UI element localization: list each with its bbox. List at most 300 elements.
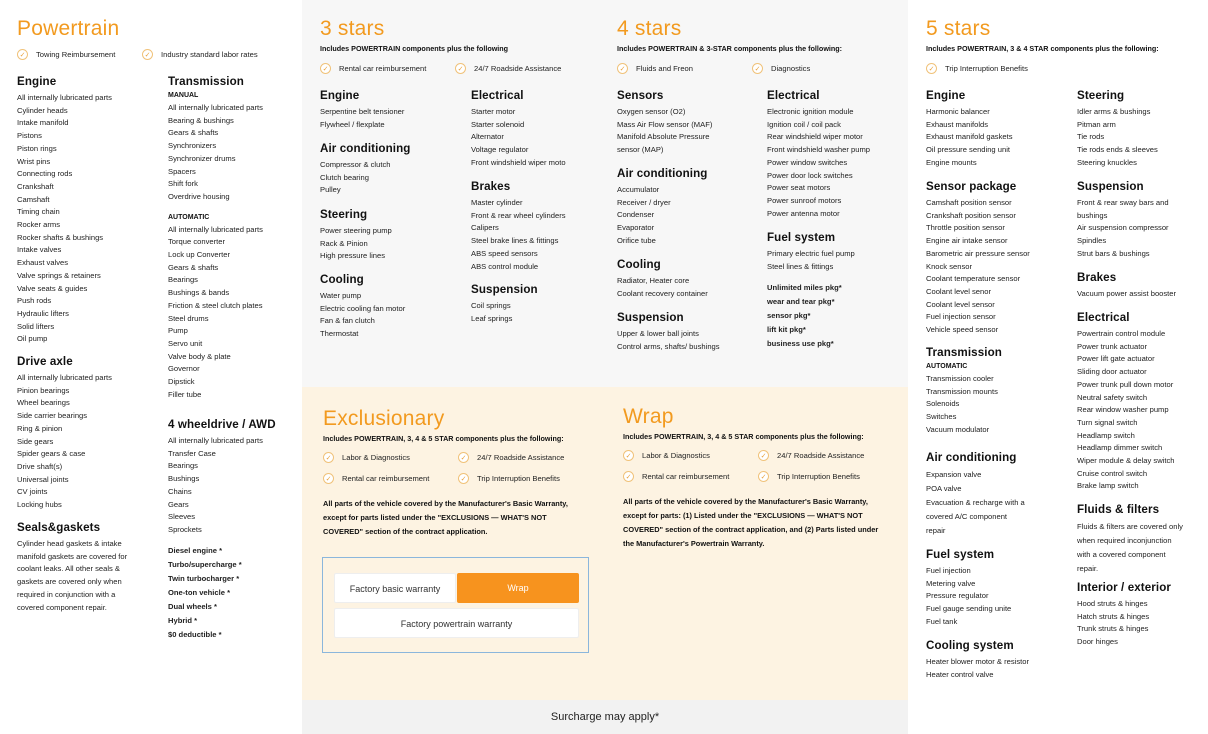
list-item: Heater blower motor & resistor — [926, 657, 1029, 666]
list-item: Rear window washer pump — [1077, 405, 1169, 415]
section-title: Air conditioning — [926, 451, 1017, 464]
list-item: Evacuation & recharge with a — [926, 498, 1025, 507]
factory-basic-warranty-button[interactable]: Factory basic warranty — [334, 573, 456, 603]
five-sensor-section — [926, 180, 1030, 337]
item-list — [320, 290, 405, 341]
item-list — [471, 106, 566, 170]
list-item: Trunk struts & hinges — [1077, 624, 1149, 634]
list-item: Camshaft position sensor — [926, 198, 1012, 207]
section-title: Sensors — [617, 89, 664, 102]
list-item: covered A/C component — [926, 512, 1008, 521]
list-item: Exhaust manifolds — [926, 119, 989, 129]
list-item: Synchronizer drums — [168, 153, 236, 163]
check-icon: ✓ — [623, 471, 634, 482]
four-bullet: ✓ Fluids and Freon — [617, 63, 693, 74]
exclusionary-text: All parts of the vehicle covered by the Manufacturer's Basic Warranty, except for parts listed under the "EXCLUSIONS — WHAT'S NOT COVERED" section of the contract application. — [323, 499, 568, 536]
section-title: Drive axle — [17, 355, 73, 368]
wrap-bullet: ✓ Labor & Diagnostics — [623, 450, 710, 461]
item-list — [617, 328, 720, 353]
list-item: Bushings & bands — [168, 288, 230, 298]
list-item: Bearing & bushings — [168, 115, 234, 125]
list-item: Side carrier bearings — [17, 411, 88, 421]
list-item: Tie rods ends & sleeves — [1077, 145, 1158, 155]
list-item: Power lift gate actuator — [1077, 354, 1155, 364]
list-item: Throttle position sensor — [926, 223, 1005, 233]
wrap-subtitle: Includes POWERTRAIN, 3, 4 & 5 STAR components plus the following: — [623, 432, 864, 441]
list-item: Headlamp dimmer switch — [1077, 443, 1163, 453]
item-list — [1077, 520, 1183, 576]
section-title: Seals&gaskets — [17, 521, 101, 534]
item-list — [320, 159, 410, 197]
list-item: All internally lubricated parts — [168, 224, 263, 234]
list-item: Pistons — [17, 131, 42, 141]
list-item: sensor (MAP) — [617, 145, 664, 155]
list-item: Power sunroof motors — [767, 195, 842, 205]
five-steering-section — [1077, 89, 1158, 170]
list-item: Intake manifold — [17, 118, 69, 128]
list-item: Sleeves — [168, 512, 196, 522]
item-list — [1077, 328, 1175, 493]
check-icon: ✓ — [623, 450, 634, 461]
five-brakes-section — [1077, 271, 1176, 301]
list-item: Hydraulic lifters — [17, 308, 69, 318]
list-item: Solid lifters — [17, 321, 55, 331]
list-item: Receiver / dryer — [617, 197, 671, 207]
section-title: Cooling — [320, 273, 364, 286]
list-item: Cruise control switch — [1077, 468, 1148, 478]
four-bullet: ✓ Diagnostics — [752, 63, 810, 74]
list-item: when required inconjunction — [1077, 536, 1172, 545]
list-item: Vacuum power assist booster — [1077, 289, 1177, 298]
list-item: Wiper module & delay switch — [1077, 456, 1175, 466]
item-list — [168, 435, 276, 537]
list-item: Ignition coil / coil pack — [767, 119, 841, 129]
three-bullet: ✓ 24/7 Roadside Assistance — [455, 63, 561, 74]
wrap-title: Wrap — [623, 405, 674, 428]
list-item: Cylinder heads — [17, 105, 68, 115]
list-item: Steel brake lines & fittings — [471, 236, 559, 246]
section-title: Steering — [1077, 89, 1125, 102]
list-item: Starter solenoid — [471, 119, 525, 129]
list-item: Rack & Pinion — [320, 238, 368, 248]
list-item: Power trunk actuator — [1077, 341, 1148, 351]
section-title: Fluids & filters — [1077, 503, 1160, 516]
list-item: Rocker shafts & bushings — [17, 232, 104, 242]
list-item: Crankshaft — [17, 181, 54, 191]
check-icon: ✓ — [758, 471, 769, 482]
awd-section — [168, 418, 276, 537]
item-list — [926, 565, 1011, 629]
list-item: Coil springs — [471, 301, 511, 310]
list-item: Dual wheels * — [168, 602, 217, 611]
list-item: Spindles — [1077, 236, 1107, 246]
engine-section — [17, 75, 112, 346]
list-item: Heater control valve — [926, 669, 994, 679]
list-item: Gears — [168, 499, 189, 509]
list-item: Coolant level sensor — [926, 299, 995, 309]
list-item: Pulley — [320, 185, 341, 195]
list-item: Power seat motors — [767, 183, 831, 193]
list-item: Power door lock switches — [767, 170, 853, 180]
list-item: Engine mounts — [926, 157, 977, 167]
wrap-bullet: ✓ Rental car reimbursement — [623, 471, 729, 482]
section-title: Electrical — [767, 89, 820, 102]
powertrain-bullet: ✓ Towing Reimbursement — [17, 49, 115, 60]
list-item: Compressor & clutch — [320, 160, 391, 169]
section-title: Interior / exterior — [1077, 581, 1172, 594]
list-item: Mass Air Flow sensor (MAF) — [617, 119, 713, 129]
list-item: Front windshield wiper moto — [471, 157, 566, 167]
list-item: All internally lubricated parts — [17, 373, 112, 382]
list-item: Transmission mounts — [926, 386, 998, 396]
list-item: Gears & shafts — [168, 262, 219, 272]
section-title: Transmission — [926, 346, 1002, 359]
exclusionary-bullet: ✓ Rental car reimbursement — [323, 473, 429, 484]
section-title: Cooling — [617, 258, 661, 271]
item-list — [168, 544, 242, 642]
list-item: High pressure lines — [320, 251, 385, 261]
list-item: Hatch struts & hinges — [1077, 611, 1150, 621]
five-suspension-section — [1077, 180, 1169, 261]
list-item: Front windshield washer pump — [767, 145, 870, 155]
section-title: Brakes — [471, 180, 511, 193]
list-item: Turn signal switch — [1077, 417, 1138, 427]
list-item: Calipers — [471, 223, 499, 233]
wrap-bullet: ✓ 24/7 Roadside Assistance — [758, 450, 864, 461]
list-item: One-ton vehicle * — [168, 588, 231, 597]
four-electrical-section — [767, 89, 870, 220]
list-item: Strut bars & bushings — [1077, 248, 1150, 258]
four-stars-subtitle: Includes POWERTRAIN & 3-STAR components plus the following: — [617, 44, 843, 53]
exclusionary-title: Exclusionary — [323, 407, 445, 430]
section-title: Engine — [320, 89, 360, 102]
four-stars-title: 4 stars — [617, 17, 682, 40]
list-item: bushings — [1077, 210, 1108, 220]
section-title: Air conditioning — [320, 142, 411, 155]
list-item: Power antenna motor — [767, 208, 840, 218]
section-title: Suspension — [471, 283, 538, 296]
list-item: Bearings — [168, 275, 198, 285]
check-icon: ✓ — [458, 473, 469, 484]
list-item: Friction & steel clutch plates — [168, 300, 263, 310]
list-item: Dipstick — [168, 377, 195, 387]
list-item: Manifold Absolute Pressure — [617, 132, 710, 142]
list-item: Master cylinder — [471, 198, 523, 207]
item-list — [926, 197, 1030, 337]
list-item: Oil pressure sending unit — [926, 145, 1010, 155]
item-list — [1077, 197, 1169, 261]
list-item: Ring & pinion — [17, 423, 63, 433]
item-list — [471, 300, 538, 325]
list-item: Coolant level senor — [926, 286, 992, 296]
check-icon: ✓ — [323, 452, 334, 463]
list-item: Exhaust valves — [17, 258, 69, 268]
five-bullet: ✓ Trip Interruption Benefits — [926, 63, 1028, 74]
item-list — [471, 197, 566, 273]
list-item: Steering knuckles — [1077, 157, 1137, 167]
list-item: Bearings — [168, 461, 198, 471]
powertrain-title: Powertrain — [17, 17, 120, 40]
five-fuel-section — [926, 548, 1011, 629]
exclusionary-subtitle: Includes POWERTRAIN, 3, 4 & 5 STAR components plus the following: — [323, 434, 564, 443]
list-item: Headlamp switch — [1077, 430, 1135, 440]
four-ac-section — [617, 167, 707, 248]
list-item: Voltage regulator — [471, 145, 529, 155]
powertrain-bullet: ✓ Industry standard labor rates — [142, 49, 258, 60]
list-item: Sprockets — [168, 524, 202, 534]
list-item: Transfer Case — [168, 448, 216, 458]
list-item: Leaf springs — [471, 313, 513, 323]
list-item: Starter motor — [471, 107, 516, 116]
extras-list — [168, 544, 242, 642]
list-item: Fuel injection — [926, 566, 971, 575]
four-sensors-section — [617, 89, 712, 157]
list-item: Diesel engine * — [168, 546, 223, 555]
four-suspension-section — [617, 311, 720, 353]
list-item: Evaporator — [617, 223, 655, 233]
list-item: $0 deductible * — [168, 630, 222, 639]
list-item: Lock up Converter — [168, 250, 231, 260]
list-item: repair — [926, 526, 946, 535]
section-title: Sensor package — [926, 180, 1017, 193]
item-list — [767, 106, 870, 220]
list-item: Power trunk pull down motor — [1077, 379, 1174, 389]
list-item: Tie rods — [1077, 132, 1105, 142]
three-steering-section — [320, 208, 392, 263]
check-icon: ✓ — [455, 63, 466, 74]
five-electrical-section — [1077, 311, 1175, 493]
item-list — [617, 184, 707, 248]
list-item: Gears & shafts — [168, 128, 219, 138]
check-icon: ✓ — [142, 49, 153, 60]
list-item: Power steering pump — [320, 226, 392, 235]
list-item: Oxygen sensor (O2) — [617, 107, 686, 116]
list-item: Crankshaft position sensor — [926, 210, 1016, 220]
list-item: Solenoids — [926, 399, 960, 409]
item-list — [767, 281, 842, 351]
item-list — [1077, 106, 1158, 170]
list-item: Side gears — [17, 436, 54, 446]
item-list — [17, 92, 112, 346]
manual-label: MANUAL — [168, 92, 199, 99]
list-item: Rear windshield wiper motor — [767, 132, 863, 142]
list-item: Pressure regulator — [926, 591, 989, 601]
section-title: Cooling system — [926, 639, 1014, 652]
list-item: Front & rear wheel cylinders — [471, 210, 566, 220]
item-list — [926, 656, 1029, 681]
item-list — [767, 248, 855, 273]
list-item: Idler arms & bushings — [1077, 107, 1151, 116]
transmission-section — [168, 75, 263, 401]
wrap-button[interactable]: Wrap — [457, 573, 579, 603]
list-item: Wrist pins — [17, 156, 51, 166]
list-item: Harmonic balancer — [926, 107, 990, 116]
five-engine-section — [926, 89, 1013, 170]
section-title: Suspension — [617, 311, 684, 324]
list-item: Control arms, shafts/ bushings — [617, 341, 720, 351]
list-item: Water pump — [320, 291, 362, 300]
item-list — [617, 275, 708, 300]
list-item: CV joints — [17, 487, 48, 497]
four-packages-list — [767, 281, 842, 351]
list-item: Expansion valve — [926, 470, 982, 479]
list-item: Fluids & filters are covered only — [1077, 522, 1183, 531]
list-item: Switches — [926, 412, 957, 422]
list-item: Primary electric fuel pump — [767, 249, 855, 258]
check-icon: ✓ — [458, 452, 469, 463]
list-item: Twin turbocharger * — [168, 574, 240, 583]
list-item: business use pkg* — [767, 339, 834, 348]
exclusionary-bullet: ✓ Trip Interruption Benefits — [458, 473, 560, 484]
section-title: Fuel system — [926, 548, 995, 561]
list-item: Intake valves — [17, 245, 62, 255]
list-item: Brake lamp switch — [1077, 481, 1139, 491]
factory-powertrain-warranty-button[interactable]: Factory powertrain warranty — [334, 608, 579, 638]
check-icon: ✓ — [752, 63, 763, 74]
section-title: Air conditioning — [617, 167, 708, 180]
list-item: Filler tube — [168, 389, 202, 399]
list-item: Door hinges — [1077, 637, 1118, 647]
list-item: Fuel gauge sending unite — [926, 604, 1012, 614]
list-item: Fan & fan clutch — [320, 316, 375, 326]
list-item: Clutch bearing — [320, 172, 369, 182]
three-ac-section — [320, 142, 410, 197]
section-title: Fuel system — [767, 231, 836, 244]
item-list — [926, 468, 1025, 538]
list-item: Valve seats & guides — [17, 283, 88, 293]
section-title: Suspension — [1077, 180, 1144, 193]
exclusionary-bullet: ✓ Labor & Diagnostics — [323, 452, 410, 463]
list-item: Condenser — [617, 210, 655, 220]
list-item: Neutral safety switch — [1077, 392, 1148, 402]
five-stars-subtitle: Includes POWERTRAIN, 3 & 4 STAR components plus the following: — [926, 44, 1159, 53]
list-item: POA valve — [926, 484, 962, 493]
check-icon: ✓ — [926, 63, 937, 74]
list-item: Locking hubs — [17, 500, 62, 510]
list-item: Pinion bearings — [17, 385, 70, 395]
list-item: All internally lubricated parts — [17, 93, 112, 102]
list-item: Alternator — [471, 132, 504, 142]
list-item: Upper & lower ball joints — [617, 329, 699, 338]
three-electrical-section — [471, 89, 566, 170]
list-item: Steel lines & fittings — [767, 261, 834, 271]
list-item: repair. — [1077, 564, 1099, 573]
list-item: Camshaft — [17, 194, 50, 204]
three-stars-subtitle: Includes POWERTRAIN components plus the following — [320, 44, 509, 53]
three-cooling-section — [320, 273, 405, 341]
list-item: Spacers — [168, 166, 196, 176]
list-item: Governor — [168, 364, 200, 374]
list-item: Drive shaft(s) — [17, 461, 63, 471]
automatic-label: AUTOMATIC — [168, 213, 210, 221]
list-item: Unlimited miles pkg* — [767, 283, 842, 292]
list-item: Valve body & plate — [168, 351, 231, 361]
list-item: Piston rings — [17, 143, 57, 153]
list-item: Timing chain — [17, 207, 60, 217]
item-list — [926, 373, 1002, 437]
check-icon: ✓ — [17, 49, 28, 60]
list-item: Coolant recovery container — [617, 288, 708, 298]
three-bullet: ✓ Rental car reimbursement — [320, 63, 426, 74]
three-suspension-section — [471, 283, 538, 325]
list-item: Wheel bearings — [17, 398, 70, 408]
item-list — [926, 106, 1013, 170]
list-item: sensor pkg* — [767, 311, 811, 320]
list-item: Connecting rods — [17, 169, 73, 179]
section-title: Engine — [926, 89, 966, 102]
list-item: Radiator, Heater core — [617, 276, 690, 285]
five-interior-section — [1077, 581, 1171, 649]
list-item: All internally lubricated parts — [168, 436, 263, 445]
list-item: Fuel injection sensor — [926, 312, 996, 322]
list-item: Pump — [168, 326, 188, 336]
list-item: Hybrid * — [168, 616, 198, 625]
list-item: Shift fork — [168, 179, 198, 189]
list-item: ABS control module — [471, 261, 539, 271]
list-item: Synchronizers — [168, 141, 217, 151]
five-ac-section — [926, 451, 1025, 538]
seals-section — [17, 521, 137, 614]
list-item: Push rods — [17, 296, 52, 306]
list-item: Air suspension compressor — [1077, 223, 1169, 233]
list-item: Serpentine belt tensioner — [320, 107, 405, 116]
list-item: Coolant temperature sensor — [926, 274, 1021, 284]
warranty-comparison — [322, 557, 589, 653]
five-stars-title: 5 stars — [926, 17, 991, 40]
five-cooling-section — [926, 639, 1029, 681]
automatic-label: AUTOMATIC — [926, 363, 968, 370]
check-icon: ✓ — [617, 63, 628, 74]
list-item: Universal joints — [17, 474, 69, 484]
list-item: Power window switches — [767, 157, 848, 167]
exclusionary-bullet: ✓ 24/7 Roadside Assistance — [458, 452, 564, 463]
list-item: Chains — [168, 486, 192, 496]
list-item: Metering valve — [926, 578, 976, 588]
list-item: ABS speed sensors — [471, 248, 538, 258]
list-item: Engine air intake sensor — [926, 236, 1008, 246]
section-title: Transmission — [168, 75, 244, 88]
drive-axle-section — [17, 355, 112, 512]
list-item: Servo unit — [168, 338, 203, 348]
list-item: Electronic ignition module — [767, 107, 854, 116]
item-list — [168, 224, 263, 402]
list-item: Transmission cooler — [926, 374, 994, 383]
list-item: Vacuum modulator — [926, 424, 990, 434]
list-item: Flywheel / flexplate — [320, 119, 385, 129]
three-engine-section — [320, 89, 404, 131]
check-icon: ✓ — [758, 450, 769, 461]
check-icon: ✓ — [323, 473, 334, 484]
list-item: Electric cooling fan motor — [320, 303, 406, 313]
wrap-bullet: ✓ Trip Interruption Benefits — [758, 471, 860, 482]
item-list — [617, 106, 712, 157]
list-item: Hood struts & hinges — [1077, 599, 1148, 608]
list-item: Front & rear sway bars and — [1077, 198, 1169, 207]
item-list — [1077, 598, 1171, 649]
four-cooling-section — [617, 258, 708, 300]
list-item: Fuel tank — [926, 616, 958, 626]
list-item: Turbo/supercharge * — [168, 560, 242, 569]
three-brakes-section — [471, 180, 566, 273]
list-item: Overdrive housing — [168, 191, 230, 201]
list-item: Accumulator — [617, 185, 660, 194]
list-item: Vehicle speed sensor — [926, 325, 999, 335]
item-list — [320, 225, 392, 263]
section-title: Electrical — [1077, 311, 1130, 324]
five-transmission-section — [926, 346, 1002, 437]
section-title: Electrical — [471, 89, 524, 102]
list-item: Sliding door actuator — [1077, 367, 1147, 377]
